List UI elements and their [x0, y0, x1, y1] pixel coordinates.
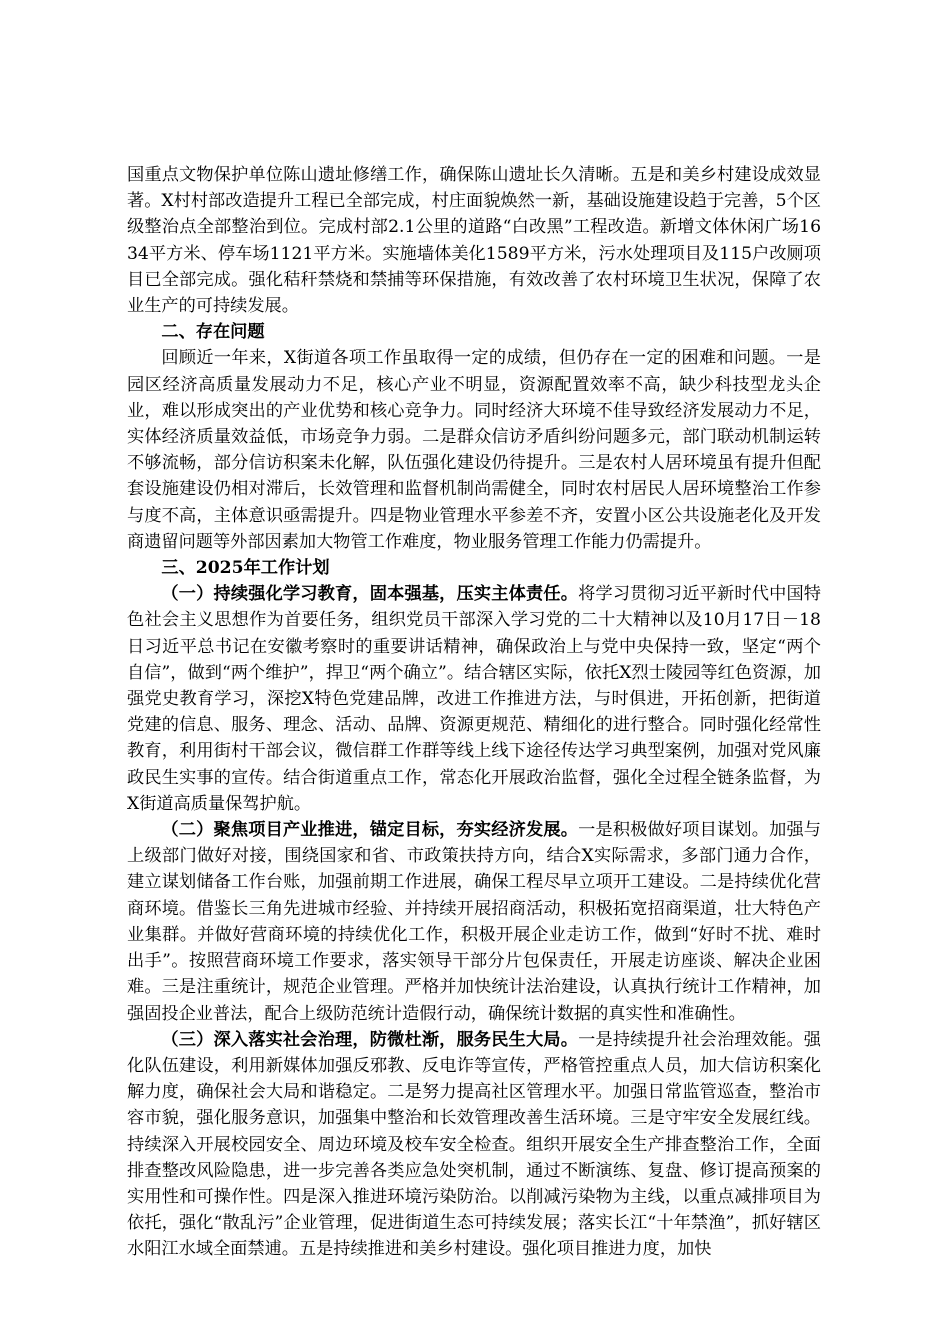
document-page	[127, 162, 821, 1263]
plan-item-2-body: 一是积极做好项目谋划。加强与上级部门做好对接，围绕国家和省、市政策扶持方向，结合X实际需求，多部门通力合作，建立谋划储备工作台账，加强前期工作进展，确保工程尽早立项开工建设。二是持续优化营商环境。借鉴长三角先进城市经验、并持续开展招商活动，积极拓宽招商渠道，壮大特色产业集群。并做好营商环境的持续优化工作，积极开展企业走访工作，做到“好时不扰、难时出手”。按照营商环境工作要求，落实领导干部分片包保责任，开展走访座谈、解决企业困难。三是注重统计，规范企业管理。严格并加快统计法治建设，认真执行统计工作精神，加强固投企业普法，配合上级防范统计造假行动，确保统计数据的真实性和准确性。	[127, 820, 821, 1024]
section-heading-problems: 二、存在问题	[161, 322, 265, 343]
intro-paragraph: 国重点文物保护单位陈山遗址修缮工作，确保陈山遗址长久清晰。五是和美乡村建设成效显著。X村村部改造提升工程已全部完成，村庄面貌焕然一新，基础设施建设趋于完善，5个区级整治点全部整治到位。完成村部2.1公里的道路“白改黑”工程改造。新增文体休闲广场1634平方米、停车场1121平方米。实施墙体美化1589平方米，污水处理项目及115户改厕项目已全部完成。强化秸秆禁烧和禁捕等环保措施，有效改善了农村环境卫生状况，保障了农业生产的可持续发展。	[127, 165, 821, 317]
plan-item-2-heading: （二）聚焦项目产业推进，锚定目标，夯实经济发展。	[161, 820, 579, 841]
plan-item-3-body: 一是持续提升社会治理效能。强化队伍建设，利用新媒体加强反邪教、反电诈等宣传，严格管控重点人员，加大信访积案化解力度，确保社会大局和谐稳定。二是努力提高社区管理水平。加强日常监管巡查，整治市容市貌，强化服务意识，加强集中整治和长效管理改善生活环境。三是守牢安全发展红线。持续深入开展校园安全、周边环境及校车安全检查。组织开展安全生产排查整治工作，全面排查整改风险隐患，进一步完善各类应急处突机制，通过不断演练、复盘、修订提高预案的实用性和可操作性。四是深入推进环境污染防治。以削减污染物为主线，以重点减排项目为依托，强化“散乱污”企业管理，促进街道生态可持续发展；落实长江“十年禁渔”，抓好辖区水阳江水域全面禁逋。五是持续推进和美乡村建设。强化项目推进力度，加快	[127, 1029, 821, 1260]
plan-item-3-heading: （三）深入落实社会治理，防微杜渐，服务民生大局。	[161, 1029, 579, 1050]
section-heading-work-plan: 三、2025年工作计划	[161, 558, 330, 579]
plan-item-1-heading: （一）持续强化学习教育，固本强基，压实主体责任。	[161, 584, 579, 605]
plan-item-2	[127, 817, 821, 1027]
problems-paragraph: 回顾近一年来，X街道各项工作虽取得一定的成绩，但仍存在一定的困难和问题。一是园区经济高质量发展动力不足，核心产业不明显，资源配置效率不高，缺少科技型龙头企业，难以形成突出的产业优势和核心竞争力。同时经济大环境不佳导致经济发展动力不足，实体经济质量效益低，市场竞争力弱。二是群众信访矛盾纠纷问题多元，部门联动机制运转不够流畅，部分信访积案未化解，队伍强化建设仍待提升。三是农村人居环境虽有提升但配套设施建设仍相对滞后，长效管理和监督机制尚需健全，同时农村居民人居环境整治工作参与度不高，主体意识亟需提升。四是物业管理水平参差不齐，安置小区公共设施老化及开发商遗留问题等外部因素加大物管工作难度，物业服务管理工作能力仍需提升。	[127, 348, 821, 552]
plan-item-1	[127, 581, 821, 817]
plan-item-1-body: 将学习贯彻习近平新时代中国特色社会主义思想作为首要任务，组织党员干部深入学习党的二十大精神以及10月17日－18日习近平总书记在安徽考察时的重要讲话精神，确保政治上与党中央保持一致，坚定“两个自信”，做到“两个维护”，捍卫“两个确立”。结合辖区实际，依托X烈士陵园等红色资源，加强党史教育学习，深挖X特色党建品牌，改进工作推进方法，与时俱进，开拓创新，把街道党建的信息、服务、理念、活动、品牌、资源更规范、精细化的进行整合。同时强化经常性教育，利用街村干部会议，微信群工作群等线上线下途径传达学习典型案例，加强对党风廉政民生实事的宣传。结合街道重点工作，常态化开展政治监督，强化全过程全链条监督，为X街道高质量保驾护航。	[127, 584, 821, 814]
plan-item-3	[127, 1027, 821, 1263]
